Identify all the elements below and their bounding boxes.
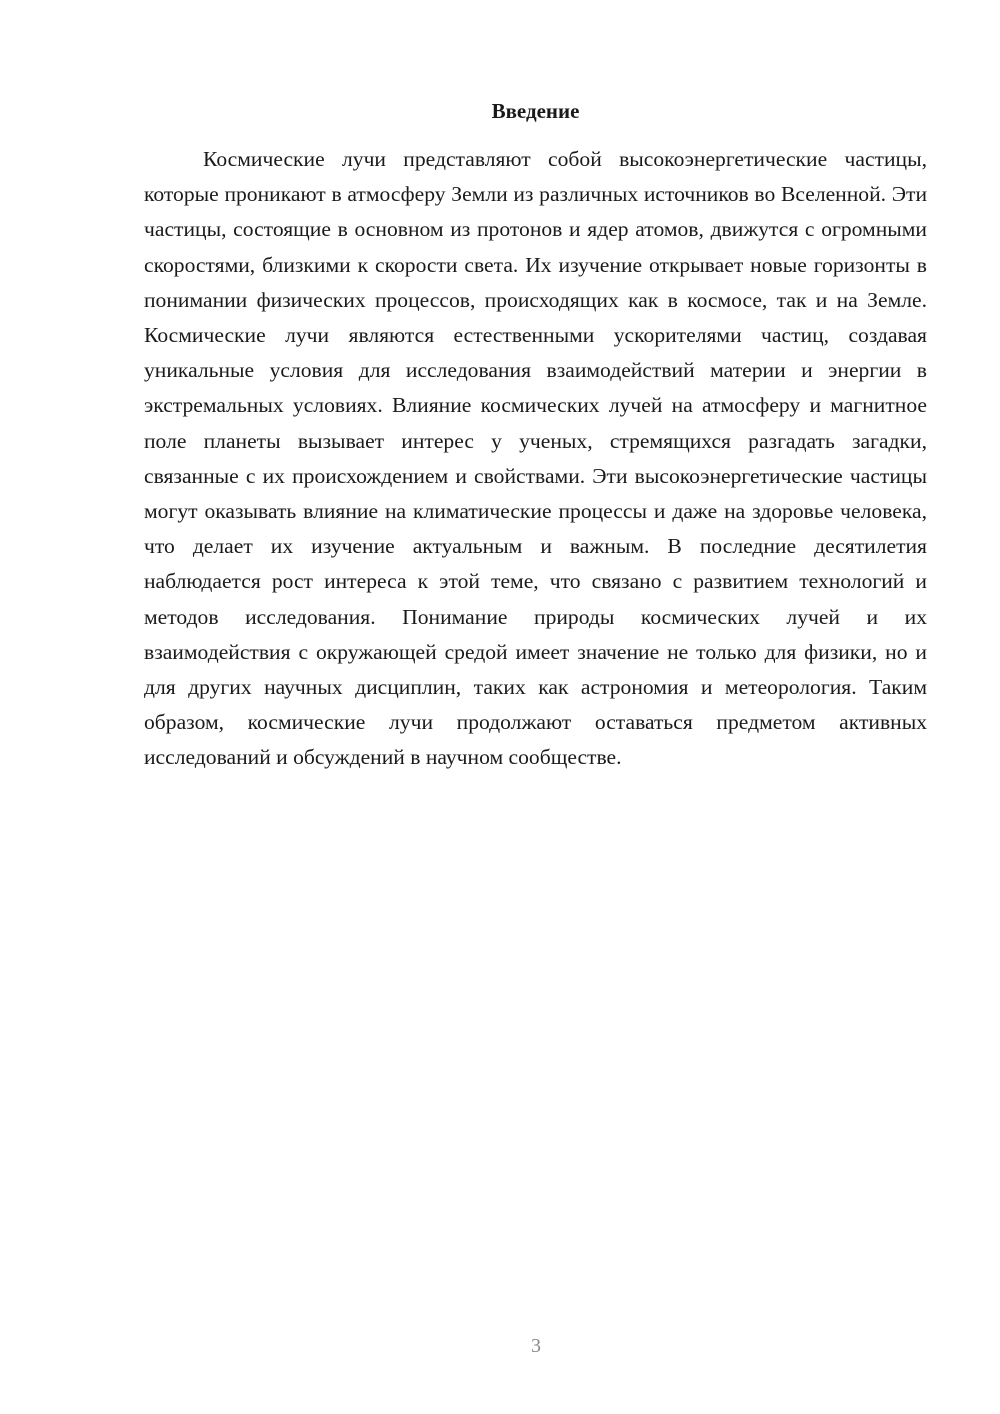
body-paragraph: Космические лучи представляют собой высокоэнергетические частицы, которые проникают в атмосферу Земли из различных источников во Вселенной. Эти частицы, состоящие в основном из протонов и ядер атомов, движутся с огромными скоростями, близкими к скорости света. Их изучение открывает новые горизонты в понимании физических процессов, происходящих как в космосе, так и на Земле. Космические лучи являются естественными ускорителями частиц, создавая уникальные условия для исследования взаимодействий материи и энергии в экстремальных условиях. Влияние космических лучей на атмосферу и магнитное поле планеты вызывает интерес у ученых, стремящихся разгадать загадки, связанные с их происхождением и свойствами. Эти высокоэнергетические частицы могут оказывать влияние на климатические процессы и даже на здоровье человека, что делает их изучение актуальным и важным. В последние десятилетия наблюдается рост интереса к этой теме, что связано с развитием технологий и методов исследования. Понимание природы космических лучей и их взаимодействия с окружающей средой имеет значение не только для физики, но и для других научных дисциплин, таких как астрономия и метеорология. Таким образом, космические лучи продолжают оставаться предметом активных исследований и обсуждений в научном сообществе.	[144, 147, 927, 770]
page-number: 3	[531, 1335, 541, 1357]
section-heading: Введение	[491, 99, 580, 123]
